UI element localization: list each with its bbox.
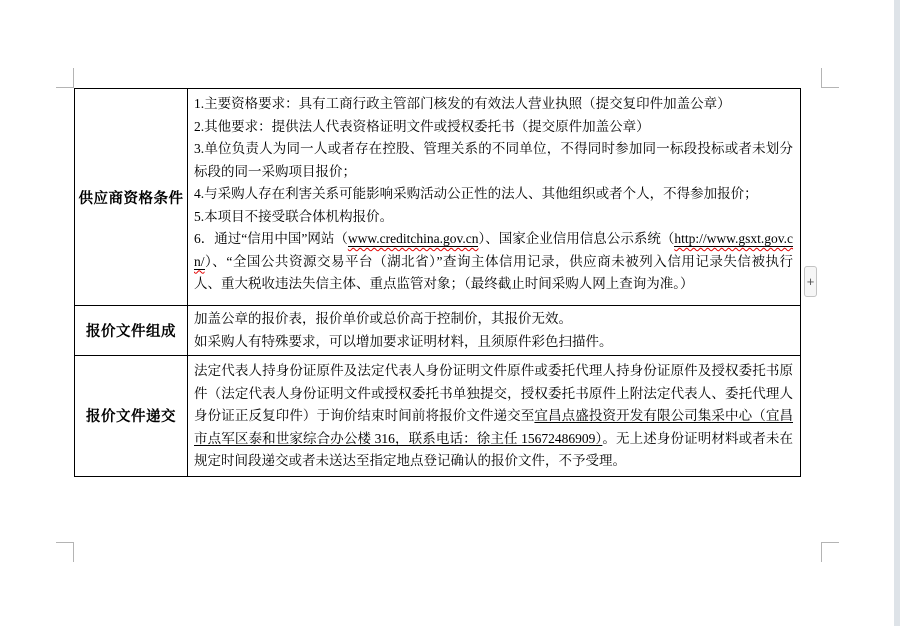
expand-plus-button[interactable] [804,266,817,297]
paragraph [194,228,793,296]
text-segment: 如采购人有特殊要求，可以增加要求证明材料，且须原件彩色扫描件。 [194,333,613,349]
url-text: http://www.gsxt.gov.cn/ [194,231,794,269]
paragraph [194,331,793,354]
row-content [188,89,800,305]
text-segment: 加盖公章的报价表，报价单价或总价高于控制价，其报价无效。 [194,311,572,326]
requirements-table [74,88,801,477]
text-segment: 5.本项目不接受联合体机构报价。 [194,208,394,224]
table-row [75,356,800,476]
paragraph [194,93,793,116]
text-segment: 3.单位负责人为同一人或者存在控股、管理关系的不同单位，不得同时参加同一标段投标或者未划分标段的同一采购项目报价； [194,141,793,179]
text-segment: 6．通过“信用中国”网站（ [194,231,348,246]
url-text: www.creditchina.gov.cn [347,231,479,246]
text-segment: 4.与采购人存在利害关系可能影响采购活动公正性的法人、其他组织或者个人，不得参加报价； [194,186,758,201]
paragraph [194,116,793,139]
paragraph [194,360,793,473]
paragraph [194,308,793,331]
row-label: 报价文件组成 [75,306,188,355]
row-label: 供应商资格条件 [75,89,188,305]
row-content [188,306,800,355]
table-row [75,89,800,306]
text-boundary-mark-top-right [821,68,839,88]
text-segment: 法定代表人持身份证原件及法定代表人身份证明文件原件或委托代理人持身份证原件及授权委托书原件（法定代表人身份证明文件或授权委托书单独提交，授权委托书原件上附法定代表人、委托代理人身份证正反复印件）于询价结束时间前将报价文件递交至 [194,363,793,423]
text-segment: ）、“全国公共资源交易平台（湖北省）”查询主体信用记录，供应商未被列入信用记录失信被执行人、重大税收违法失信主体、重点监管对象；（最终截止时间采购人网上查询为准。） [194,253,793,291]
text-segment: 1.主要资格要求：具有工商行政主管部门核发的有效法人营业执照（提交复印件加盖公章） [194,96,731,111]
text-boundary-mark-bottom-left [56,542,74,562]
paragraph [194,183,793,206]
underlined-address: 宜昌点盛投资开发有限公司集采中心（宜昌市点军区泰和世家综合办公楼 316，联系电话：徐主任 15672486909） [194,408,793,446]
text-segment: 2.其他要求：提供法人代表资格证明文件或授权委托书（提交原件加盖公章） [194,118,650,134]
vertical-scrollbar[interactable] [894,0,900,626]
text-boundary-mark-top-left [56,68,74,88]
paragraph [194,206,793,229]
table-row [75,306,800,356]
text-segment: 。无上述身份证明材料或者未在规定时间段递交或者未送达至指定地点登记确认的报价文件，不予受理。 [194,430,793,468]
plus-icon: + [806,274,815,289]
text-segment: ）、国家企业信用信息公示系统（ [478,231,675,246]
row-content [188,356,800,476]
text-boundary-mark-bottom-right [821,542,839,562]
paragraph [194,138,793,183]
row-label: 报价文件递交 [75,356,188,476]
